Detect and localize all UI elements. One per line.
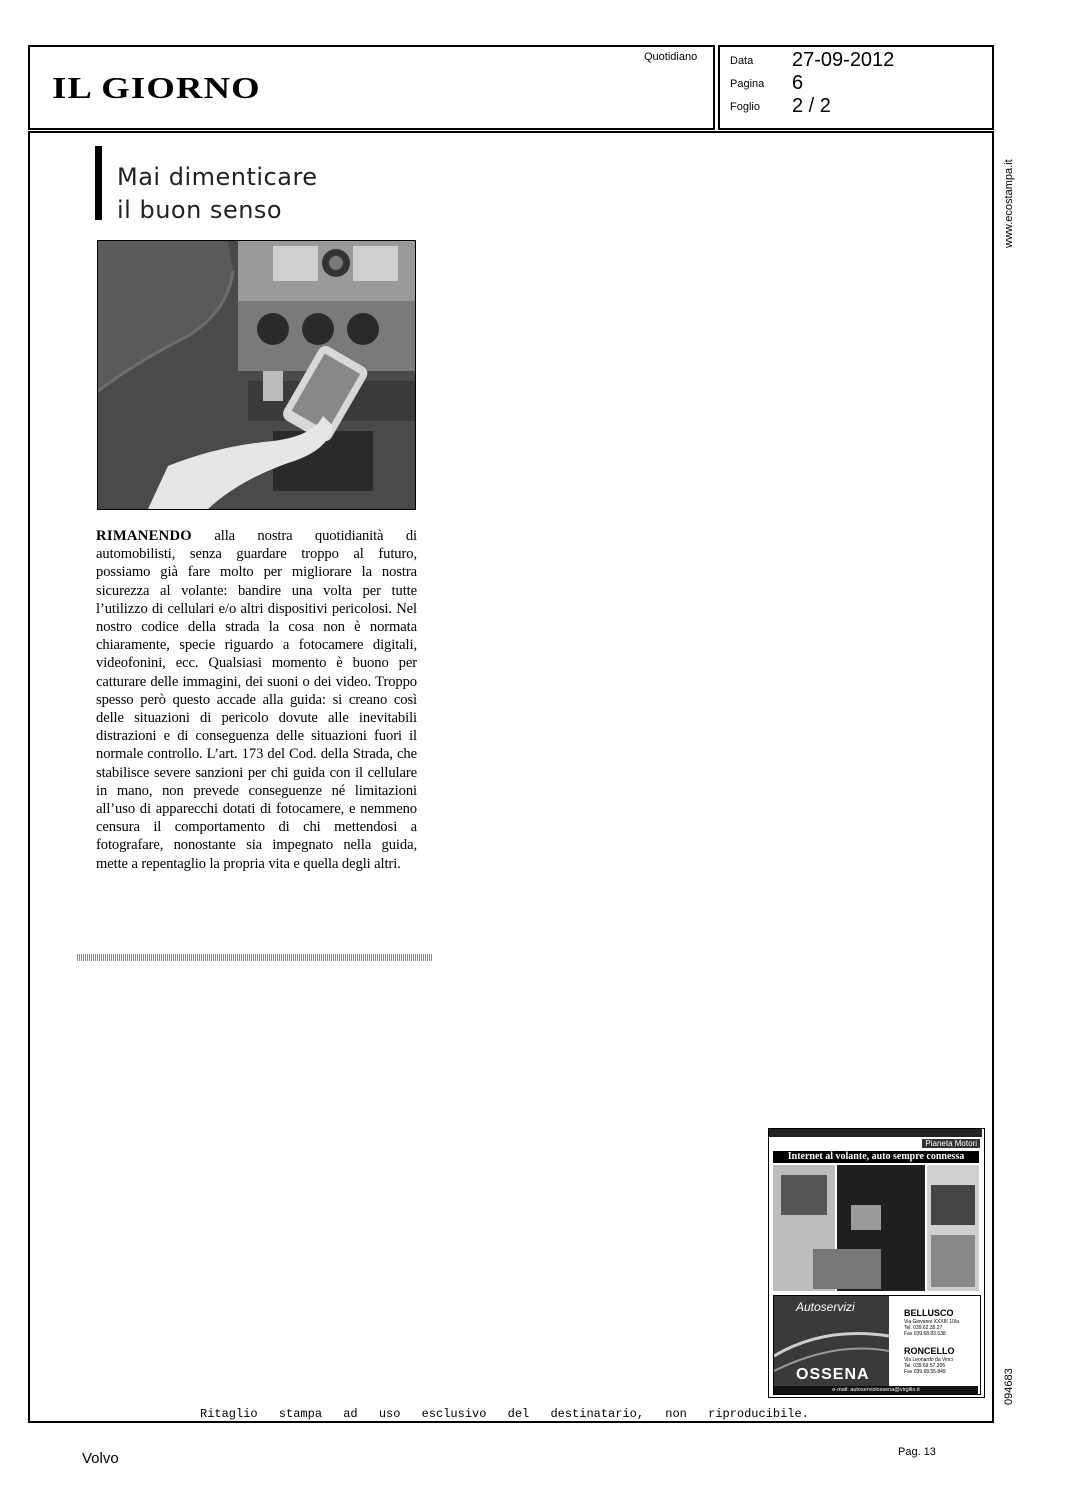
- thumbnail-content: [773, 1165, 979, 1291]
- foglio-value: 2 / 2: [792, 95, 831, 117]
- advertisement: [773, 1295, 981, 1395]
- ad-brand: Autoservizi: [796, 1300, 855, 1314]
- article-text: alla nostra quotidianità di automobilisti, senza guardare troppo al futuro, possiamo già fare molto per migliorare la nostra sicurezza al volante: bandire una volta per tutte l’utilizzo di cellulari e/o altri dispositivi pericolosi. Nel nostro codice della strada la cosa non è normata chiaramente, specie riguardo a fotocamere digitali, videofonini, ecc. Qualsiasi momento è buono per catturare delle immagini, dei suoni o dei video. Troppo spesso però questo accade alla guida: si creano così delle situazioni di pericolo dovute alle inevitabili distrazioni e di conseguenza delle situazioni fuori il normale controllo. L’art. 173 del Cod. della Strada, che stabilisce severe sanzioni per chi guida con il cellulare in mano, non prevede conseguenze né limitazioni all’uso di apparecchi dotati di fotocamere, e nemmeno censura il comportamento di chi mettendosi a fotografare, nonostante sia impegnato nella guida, mette a repentaglio la propria vita e quella degli altri.: [96, 528, 417, 872]
- ad-logo: OSSENA: [796, 1366, 870, 1383]
- thumbnail-section-label: Pianeta Motori: [922, 1139, 980, 1148]
- article-end-rule: [77, 954, 433, 961]
- thumbnail-header-bar: [769, 1129, 982, 1137]
- article-body: [96, 527, 417, 873]
- pagina-value: 6: [792, 72, 804, 94]
- footer-client: Volvo: [82, 1450, 119, 1467]
- ad-city-2-line: Fax 039.68.55.849: [904, 1369, 946, 1375]
- clip-disclaimer: Ritaglio stampa ad uso esclusivo del destinatario, non riproducibile.: [200, 1407, 809, 1421]
- article-title-line-2: il buon senso: [117, 196, 283, 224]
- ad-city-1-line: Tel. 039.62.35.27: [904, 1325, 943, 1331]
- page-thumbnail: [768, 1128, 985, 1398]
- article-photo: [97, 240, 416, 510]
- thumbnail-headline: Internet al volante, auto sempre connessa: [773, 1151, 979, 1163]
- ad-city-1: BELLUSCO: [904, 1308, 954, 1318]
- data-value: 27-09-2012: [792, 49, 895, 71]
- data-label: Data: [730, 55, 754, 67]
- article-title-line-1: Mai dimenticare: [117, 163, 318, 191]
- ad-city-2: RONCELLO: [904, 1346, 955, 1356]
- footer-page-number: Pag. 13: [898, 1446, 936, 1458]
- ad-email: e-mail: autoserviziossena@virgilio.it: [774, 1386, 978, 1394]
- website-label: www.ecostampa.it: [1003, 159, 1015, 248]
- foglio-label: Foglio: [730, 101, 760, 113]
- ad-city-2-line: Via Leonardo da Vinci: [904, 1357, 953, 1363]
- publication-type: Quotidiano: [644, 51, 698, 63]
- title-accent-bar: [95, 146, 102, 220]
- article-lead: RIMANENDO: [96, 528, 192, 544]
- clip-code: 094683: [1003, 1368, 1015, 1405]
- newspaper-logo: IL GIORNO: [52, 70, 261, 105]
- ad-city-1-line: Fax 039.68.83.638: [904, 1331, 946, 1337]
- pagina-label: Pagina: [730, 78, 765, 90]
- ad-city-1-line: Via Giovanni XXXIII 10/a: [904, 1319, 959, 1325]
- ad-image: [774, 1296, 889, 1394]
- ad-city-2-line: Tel. 039.69.57.305: [904, 1363, 946, 1369]
